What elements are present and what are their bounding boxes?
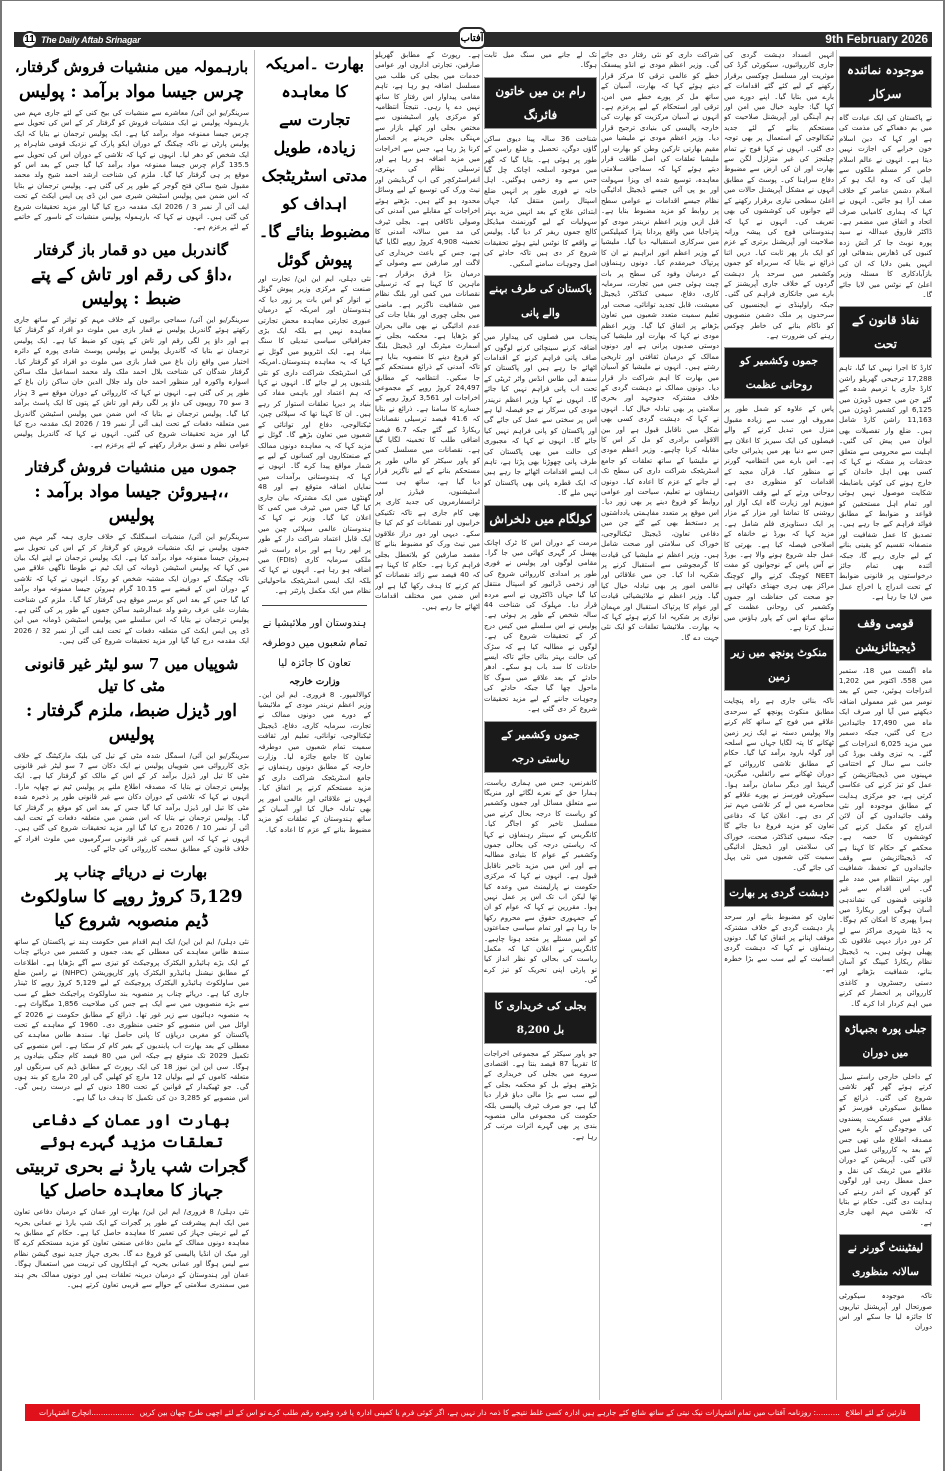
story-body: ناکہ بنائی جاری ہے راہ پنچایت مطابق منکوٹ پونچھ کے سرحدی علاقے میں فوج کے ساتھ کام کرنے والا پولیس دستہ نے ایک زیر زمین ٹھکانے کا پتہ لگایا جہاں سے اسلحہ اور گولہ بارود برآمد کیا گیا۔ حکام کے مطابق تلاشی کارروائی کے دوران ٹھکانے سے رائفلیں، میگزین، گرینیڈ اور دیگر سامان برآمد ہوا۔ سیکورٹی فورسز نے پورے علاقے کو محاصرے میں لے کر تلاشی مہم تیز کر دی ہے۔ اعلان کیا کہ دفاعی تعاون کو مزید فروغ دیا جائے گا جبکہ سیمی کنڈکٹر، صحت، خوراک کی سلامتی اور ڈیجیٹل ادائیگی سمیت کئی شعبوں میں نئی پہل کی جائے گی۔	[724, 697, 834, 872]
story-body: پاس کے علاوہ کو شمل طور پر معروف اور سب سے زیادہ مقبول منزل میں تبدیل کرنے کے والے فیصلوں کی ایک سیریز کا اعلان ہے جس سے دنیا بھر میں پذیرائی جاتی ہے۔ اس بارے میں انتظامیہ گورنر نے منظور کیا۔ قرآن مجید کے اقدامات کو منظوری دی ہے۔ روحانی ورثے کے لیے وقف الاقوامی میوزیم اور زیارت گاہ ایک آواز اور روشنی کا تماشا اور مزار کے مزار پر ایک دستاویزی فلم شامل ہے۔ مزید کہا کہ بورڈ نے خانقاہ کے اصلاحی فیصلہ کیا ہے۔ بھرتی کا عمل جلد شروع ہونے والا ہے۔ بورڈ نے آس پاس کے نوجوانوں کو مفت NEET کوچنگ کرنے والے کوچنگ مراکز بھی ہری جھنڈی دکھائی ہے جو صحت کی حفاظت اور جموں وکشمیر کی روحانی عظمت کے ساتھ ساتھ اس کے پاور ہاؤس میں تبدیل کرتا ہے۔	[724, 405, 834, 632]
story-body: تعاون کو مضبوط بنانے اور سرحد پار دہشت گردی کے خلاف مشترکہ موقف اپنانے پر اتفاق کیا گیا۔ دونوں رہنماؤں نے کہا کہ دہشت گردی انسانیت کے لیے سب سے بڑا خطرہ ہے۔	[724, 913, 834, 974]
column-4	[484, 50, 597, 1400]
column-7	[839, 50, 932, 1400]
story-sawalkote-dam	[14, 861, 249, 1104]
story-headline: جبلی پورہ بجبہاڑہ میں دوران	[839, 1015, 932, 1067]
masthead	[14, 32, 932, 47]
story-india-us-deal	[258, 50, 371, 597]
story-waqf-digitization	[839, 609, 932, 1009]
column-rule	[836, 50, 837, 1400]
story-body: سرینگر/یو این آئی/ سماجی برائیوں کے خلاف مہم کو تواتر کے ساتھ جاری رکھتے ہوئے گاندربل پولیس نے قمار بازی میں ملوث دو افراد کو گرفتار کیا ہے اور داؤ پر لگی رقم اور تاش کے پتوں کو ضبط کیا ہے۔ ایک پولیس ترجمان نے بتایا کہ گاندربل پولیس نے پولیس پوسٹ شادی پورہ کے دائرہ اختیار میں واقع زان باغ میں قمار بازی میں ملوث دو افراد کو گرفتار کیا۔ گرفتار شدگان کی شناخت بلال احمد ملک ولد محمد اسماعیل ملک ساکن اسوارہ واکورہ اور منظور احمد خان ولد جلال الدین خان ساکن زان باغ کے طور پر کی گئی ہے۔ انہوں نے کہا کہ کارروائی کے دوران موقع سے 3 ہزار 3 سو 70 روپیوں کی داؤ پر لگی رقم اور تاش کے پتوں کا ایک پاسٹ برآمد کیا گیا۔ پولیس ترجمان نے بتایا کہ اس ضمن میں پولیس اسٹیشن گاندربل میں متعلقہ دفعات کے تحت ایف آئی آر نمبر 19 / 2026 ایک مقدمہ درج کیا گیا اور مزید تحقیقات شروع کی گئیں۔ انہوں نے کہا کہ گاندربل پولیس عوامی نظم و نسق برقرار رکھنے کے لئے پرعزم ہے۔	[14, 315, 249, 449]
story-body: نئی دہلی/ ایم این این/ ایک اہم اقدام میں حکومت ہند نے پاکستان کے ساتھ سندھ طاس معاہدے کی معطلی کے بعد، جموں و کشمیر میں دریائے چناب کے ایک بڑے ہائیڈرو الیکٹرک پروجیکٹ کو تیزی سے آگے بڑھایا ہے۔ اطلاعات کے مطابق نیشنل ہائیڈرو الیکٹرک پاور کارپوریشن (NHPC) نے رامبن ضلع میں ساولکوٹ ہائیڈرو الیکٹرک پروجیکٹ کے لیے 5,129 کروڑ روپے کا ٹینڈر جاری کیا ہے۔ دریائے چناب پر منصوبہ بند ساولکوٹ پراجیکٹ خطے کے سب سے بڑے منصوبوں میں سے ایک ہے جس کی صلاحیت 1,856 میگاواٹ ہے۔ یہ منصوبہ دہائیوں سے زیر غور تھا۔ ذرائع کے مطابق حکومت نے 2026 کے اوائل میں اس منصوبے کو حتمی منظوری دی۔ 1960 کے معاہدے کے تحت پاکستان کو مغربی دریاؤں کا پانی حاصل تھا۔ سندھ طاس معاہدے کی معطلی کے بعد بھارت اب پابندیوں کے بغیر کام کر سکتا ہے۔ اس منصوبے کی تکمیل 2029 تک متوقع ہے جبکہ اس میں 80 فیصد کام جنگی بنیادوں پر ہوگا۔ سی این این نیوز 18 کی ایک رپورٹ کے مطابق ڈیم کی سرنگوں اور متعلقہ کاموں کے لیے بولیاں 12 مارچ کو کھلیں گی اور 20 مارچ کو بند ہوں گی۔ جو ٹھیکیدار کے قوانین کے تحت 180 دنوں کے لیے درست رہیں گی۔ اس منصوبے کو 3,285 دن کی تکمیل کا ہدف دیا گیا ہے۔	[14, 937, 249, 1102]
story-body: پنجاب میں فصلوں کی پیداوار میں اضافہ کرنے سینچائی کرنے لوگوں کو صاف پانی فراہم کرنے کے اقدامات اٹھائے جا رہے ہیں اور پاکستان کو سندھ آبی طاس انڈس واٹر ٹریٹی کے تحت اب پانی فراہم نہیں کیا جائے گا۔ انہوں نے کہا وزیر اعظم نریندر مودی کی سرکار نے جو فیصلہ لیا ہے اس پر سختی سے عمل کی جائے گی اور پاکستان کو پانی فراہم نہیں کیا جائے گا۔ انہوں نے کہا کہ مجبوری کی حالت میں بھی پاکستان کی طرف پانی چھوڑنا بھی پڑتا ہے، تاہم اب ایسے اقدامات اٹھائے جا رہے ہیں کہ ایک قطرہ پانی بھی پاکستان کو نہیں ملے گا۔	[484, 333, 597, 498]
story-body: تاکہ موجودہ سیکورٹی صورتحال اور آپریشنل تیاریوں کا جائزہ لیا جا سکے اور اس دوران	[839, 1292, 932, 1332]
story-headline: کولگام میں دلخراش	[484, 505, 597, 533]
story-body: ہے۔ رپورٹ کے مطابق گھریلو صارفین، تجارتی اداروں اور عوامی خدمات میں بجلی کی طلب میں مسلسل اضافہ ہو رہا ہے، تاہم مقامی پیداوار اس رفتار کا ساتھ نہیں دے پا رہی۔ نتیجتاً انتظامیہ کو مرکزی پاور اسٹیشنوں سے مختص بجلی اور کھلے بازار سے مہنگی بجلی خریدنے پر انحصار کرنا پڑ رہا ہے، جس سے اخراجات میں مزید اضافہ ہو رہا ہے اور ترسیلی نظام کی بہتری، انفراسٹرکچر کی اپ گریڈیشن اور نیٹ ورک کی توسیع کے لیے وسائل محدود ہو گئے ہیں۔ بڑھتے ہوئے اخراجات کے مقابلے میں آمدنی کی وصولی ناکافی ہے۔ بجلی ٹیرف کی مد میں سالانہ آمدنی کا تخمینہ 4,908 کروڑ روپے لگایا گیا ہے، جس کے باعث خریداری کی لاگت اور صارفین سے وصولی کے درمیان بڑا فرق برقرار ہے۔ ماہرین کا کہنا ہے کہ ترسیلی نقصانات میں کمی اور بلنگ نظام میں شفافیت ناگزیر ہے۔ ماضی میں بجلی چوری اور بقایا جات کی عدم ادائیگی نے بھی مالی بحران کو بڑھایا ہے۔ محکمہ بجلی نے اسمارٹ میٹرنگ اور ڈیجیٹل بلنگ کو فروغ دینے کا منصوبہ بنایا ہے تاکہ آمدنی کے ذرائع مستحکم کیے جا سکیں۔ انتظامیہ کے مطابق 24,497 کروڑ روپے کے مجموعی اخراجات اور 3,561 کروڑ روپے کے خسارے کا سامنا ہے۔ ذرائع نے بتایا کہ 41.6 فیصد ترسیلی نقصانات ریکارڈ کیے گئے جبکہ 6.7 فیصد اضافی طلب کا تخمینہ لگایا گیا ہے۔ نقصانات میں مسلسل کمی کو پاور سیکٹر کو مالی طور پر مستحکم بنانے کے لیے ناگزیر قرار دیا گیا ہے، ساتھ ہی سب اسٹیشنوں، فیڈرز اور ٹرانسفارمروں کی جدید کاری پر بھی کام جاری ہے تاکہ تکنیکی خرابیوں اور نقصانات کو کم کیا جا سکے۔ دیہی اور دور دراز علاقوں میں نیٹ ورک کو مضبوط بنانے کا مقصد صارفین کو بلاتعطل بجلی فراہم کرنا ہے۔ حکام کا کہنا ہے کہ 40 فیصد سے زائد نقصانات کو کم کرنے کا ہدف رکھا گیا ہے اور اس ضمن میں مختلف اقدامات اٹھائے جا رہے ہیں۔	[375, 51, 480, 611]
story-body: سرینگر/یو این آئی/ اسمگل شدہ مٹی کے تیل کی بلیک مارکیٹنگ کے خلاف بڑی کارروائی میں شوپیاں پولیس نے ایک دکان سے 7 سو لیٹر غیر قانونی مٹی کا تیل اور ڈیزل برآمد کر کے اس کے مالک کو گرفتار کیا ہے۔ ایک پولیس ترجمان نے بتایا کہ مصدقہ اطلاع ملنے پر پولیس ٹیم نے چھاپہ مارا۔ انہوں نے کہا کہ تلاشی کے دوران دکان سے غیر قانونی طور پر ذخیرہ شدہ مٹی کا تیل اور ڈیزل برآمد کیا گیا جس کے بعد اس کو موقع پر گرفتار کیا گیا۔ پولیس ترجمان نے بتایا کہ اس ضمن میں متعلقہ دفعات کے تحت ایف آئی آر نمبر 10 / 2026 درج کیا گیا اور مزید تحقیقات شروع کی گئی ہیں۔ انہوں نے کہا کہ اس قسم کی غیر قانونی سرگرمیوں میں ملوث افراد کے خلاف قانون کے مطابق سخت کارروائی کی جائے گی۔	[14, 751, 249, 854]
story-headline: دہشت گردی پر بھارت	[724, 879, 834, 907]
story-headline: منکوٹ پونچھ میں زیر زمین	[724, 639, 834, 691]
story-headline: ہندوستان اور ملائیشیا نے تمام شعبوں میں دوطرفہ تعاون کا جائزہ لیا	[261, 617, 368, 669]
story-headline: لیفٹیننٹ گورنر نے سالانہ منظوری	[839, 1234, 932, 1286]
notice-text: ..........: روزنامہ آفتاب میں تمام اشتہارات نیک نیتی کے ساتھ شائع کئے جارہے ہیں ادارہ کسی غلط نتیجے کا ذمہ دار نہیں ہے، اگر کوئی فرم یا کمپنی ادارہ یا فرد وغیرہ رقم طلب کرے تو اس کے لئے اچھی طرح چھان بین کریں	[139, 1408, 840, 1417]
story-ganderbal-gamblers	[14, 239, 249, 450]
story-ramban-firing	[484, 77, 597, 269]
story-subhead: ،،ہیروئن جیسا مواد برآمد : پولیس	[34, 482, 229, 527]
story-headline: پاکستان کی طرف بہنے والے پانی	[484, 275, 597, 327]
story-headline: قومی وقف ڈیجیٹائزیشن	[839, 609, 932, 661]
story-body: سرینگر/یو این آئی/ منشیات اسمگلنگ کے خلاف جاری ہمہ گیر مہم میں جموں پولیس نے ایک منشیات فروش کو گرفتار کر کے اس کی تحویل سے ہیروئن جیسا ممنوعہ مواد برآمد کیا ہے۔ ایک پولیس ترجمان نے اپنے ایک بیان میں کہا کہ پولیس اسٹیشن ڈومانہ کی ایک ٹیم نے طوطا ناگھی علاقے میں ناکہ چیکنگ کے دوران ایک مشتبہ شخص کو روکا۔ انہوں نے کہا کہ تلاشی کے دوران اس کے قبضے سے 10.15 گرام ہیروئن جیسا ممنوعہ مواد برآمد کیا گیا جس کے بعد اس کو برسر موقع ہی گرفتار کیا گیا۔ ملزم کی شناخت بشارت علی عرف رشو ولد عبدالرشید ساکن جموں کے طور پر کی گئی ہے۔ پولیس ترجمان نے بتایا کہ اس سلسلے میں پولیس اسٹیشن ڈومانہ میں این ڈی پی ایس ایکٹ کی متعلقہ دفعات کے تحت ایف آئی آر نمبر 32 / 2026 ایک مقدمہ درج کیا گیا اور مزید تحقیقات شروع کی گئی ہیں۔	[14, 533, 249, 646]
column-5	[601, 50, 719, 1400]
column-6	[724, 50, 834, 1400]
story-body: نئی دہلی/ 8 فروری/ ایم این این/ بھارت اور عمان کے درمیان دفاعی تعاون میں ایک اہم پیشرفت کے طور پر گجرات کے ایک شپ یارڈ نے عمانی بحریہ کے لیے تربیتی جہاز کی تعمیر کا معاہدہ حاصل کیا ہے۔ حکام کے مطابق یہ معاہدہ دونوں ممالک کے مابین دفاعی صنعتی تعاون کو مزید مستحکم کرے گا اور میک ان انڈیا پالیسی کو فروغ دے گا۔ بحری جہاز جدید نیوی گیشن نظام سے لیس ہوگا اور عمانی بحریہ کے اہلکاروں کی تربیت میں استعمال ہوگا۔ عمان اور ہندوستان کے درمیان دیرینہ تعلقات ہیں اور دونوں ممالک بحرِ ہند میں سمندری سلامتی کے حوالے سے قریبی تعاون کرتے ہیں۔	[14, 1208, 249, 1290]
story-body: شناخت 36 سالہ پینا دیوی ساکن گاؤں دوگن، تحصیل و ضلع رامبن کے طور پر ہوئی ہے۔ بتایا گیا کہ گھر میں موجود اسلحہ اچانک چل گیا جس سے وہ زخمی ہوگئیں۔ اہل خانہ نے فوری طور پر انہیں ضلع اسپتال رامبن منتقل کیا، جہاں ابتدائی علاج کے بعد انہیں مزید بہتر سہولیات کے لیے گورنمنٹ میڈیکل کالج جموں ریفر کر دیا گیا۔ پولیس نے واقعے کا نوٹس لیتے ہوئے تحقیقات شروع کر دی ہیں تاکہ حادثے کی اصل وجوہات سامنے آسکیں۔	[484, 134, 597, 268]
column-rule	[482, 50, 483, 1400]
story-headline: بھارت اور عمان کے دفاعی تعلقات مزید گہرے ہوئے	[33, 1111, 230, 1152]
story-spiritual-grandeur	[724, 347, 834, 633]
readers-notice-banner	[25, 1404, 920, 1421]
story-baramulla-drug-peddler	[14, 56, 249, 233]
story-headline: موجودہ نمائندہ سرکار	[839, 56, 932, 108]
story-mankote-poonch	[724, 639, 834, 873]
story-india-oman-defence	[14, 1109, 249, 1290]
story-body: مرمت کے دوران اس کا ٹرک اچانک پھسل کر گہری کھائی میں جا گرا۔ مقامی لوگوں اور پولیس نے فوری طور پر امدادی کارروائی شروع کی اور زخمی ڈرائیور کو اسپتال منتقل کیا گیا جہاں ڈاکٹروں نے اسے مردہ قرار دیا۔ مہلوک کی شناخت 44 سالہ شخص کے طور پر ہوئی ہے۔ پولیس نے اس سلسلے میں کیس درج کر کے تحقیقات شروع کی ہے۔ لوگوں نے مطالبہ کیا ہے کہ سڑک کی حالت بہتر بنائی جائے تاکہ ایسے حادثات کا سد باب ہو سکے۔ ادھر حادثے کے بعد علاقے میں سوگ کا ماحول چھا گیا جبکہ حادثے کی وجوہات جاننے کے لیے مزید تحقیقات شروع کر دی گئی ہے۔	[484, 538, 597, 714]
story-body: کوالالمپور۔ 8 فروری۔ ایم این این۔ وزیر اعظم نریندر مودی کے ملائیشیا کے دورے میں دونوں ممالک نے تجارت، سرمایہ کاری، دفاع، ڈیجیٹل ٹیکنالوجی، توانائی، تعلیم اور ثقافت سمیت تمام شعبوں میں دوطرفہ تعاون کا جامع جائزہ لیا۔ وزارت خارجہ کے مطابق دونوں رہنماؤں نے جامع اسٹریٹجک شراکت داری کو مزید مستحکم کرنے پر اتفاق کیا۔ انہوں نے علاقائی اور عالمی امور پر بھی تبادلہ خیال کیا اور آسیان کے ساتھ ہندوستان کے تعلقات کو مزید مضبوط بنانے کے عزم کا اعادہ کیا۔	[258, 690, 371, 834]
story-divider	[262, 605, 367, 606]
column-rule	[254, 50, 255, 1400]
story-headline: جموں وکشمیر کے ریاستی درجہ	[484, 721, 597, 773]
story-headline: بارہمولہ میں منشیات فروش گرفتار،	[14, 58, 249, 76]
story-kulgam-tragedy	[484, 505, 597, 715]
notice-signature: ..................انچارج اشتہارات	[39, 1408, 135, 1417]
story-headline: گاندربل میں دو قمار باز گرفتار	[34, 240, 229, 259]
story-body: نئی دہلی، ایم این این/ تجارت اور صنعت کے مرکزی وزیر پیوش گوئل نے اتوار کو اس بات پر زور دیا کہ ہندوستان اور امریکہ کے درمیان عبوری تجارتی معاہدہ محض تجارتی معاہدہ نہیں ہے بلکہ ایک بڑی جغرافیائی سیاسی تبدیلی کا سنگ بنیاد ہے۔ ایک انٹرویو میں گوئل نے کہا کہ یہ معاہدہ ہندوستان۔امریکہ کی اسٹریٹجک شراکت داری کو نئی بلندیوں پر لے جائے گا۔ انہوں نے کہا کہ ہم اعتماد اور باہمی مفاد کی بنیاد پر دیرپا تعلقات استوار کر رہے ہیں۔ ان کا کہنا تھا کہ سپلائی چین، ٹیکنالوجی، دفاع اور توانائی کے شعبوں میں تعاون بڑھے گا۔ گوئل نے مزید کہا کہ یہ معاہدہ دونوں ممالک کے صنعتکاروں اور کسانوں کے لیے بے شمار مواقع پیدا کرے گا۔ انہوں نے کہا کہ ہندوستانی برآمدات میں نمایاں اضافہ متوقع ہے اور 48 گھنٹوں میں ایک مشترکہ بیان جاری کیا گیا جس میں ٹیرف میں کمی کا اعلان کیا گیا۔ وزیر نے کہا کہ ہندوستان عالمی سپلائی چین میں ایک قابل اعتماد شراکت دار کے طور پر ابھر رہا ہے اور براہ راست غیر ملکی سرمایہ کاری (FDIs) میں اضافہ ہو رہا ہے۔ انہوں نے کہا کہ بلکہ ایک ایسی اسٹریٹجک ماحولیاتی نظام میں ایک مکمل پارٹنر ہے۔	[258, 275, 371, 596]
story-power-purchase-bill	[484, 992, 597, 1143]
story-shopian-kerosene	[14, 653, 249, 855]
story-body: سرینگر/یو این آئی/ معاشرے سے منشیات کی بیخ کنی کے لئے جاری مہم میں بارہمولہ پولیس نے ایک منشیات فروش کو گرفتار کر کے اس کی تحویل سے چرس جیسا ممنوعہ مواد برآمد کیا ہے۔ ایک پولیس ترجمان نے بتایا کہ ایک پولیس پارٹی نے ناکہ چیکنگ کے دوران ایکو پارک کے نزدیک قومی شاہراہ پر ایک شخص کو دھر لیا۔ انہوں نے کہا کہ تلاشی کے دوران اس کی تحویل سے 135.5 گرام چرس جیسا ممنوعہ مواد برآمد کیا گیا جس کے بعد اس کو موقع پر ہی گرفتار کیا گیا۔ ملزم کی شناخت ارشد احمد شیخ ولد محمد مقبول شیخ ساکن فتح گوجر کے طور پر کی گئی ہے۔ پولیس ترجمان نے بتایا کہ اس ضمن میں پولیس اسٹیشن شیری میں این ڈی پی ایس ایکٹ کے تحت ایف آئی آر نمبر 3 / 2026 ایک مقدمہ درج کیا گیا اور مزید تحقیقات شروع کی گئی ہیں۔ انہوں نے کہا کہ بارہمولہ پولیس منشیات کے ناسور کے خاتمے کے لئے پرعزم ہے۔	[14, 109, 249, 232]
story-headline: بجلی کی خریداری کا بل 8,200	[484, 992, 597, 1044]
story-body: ماہ اگست میں 18، ستمبر میں 558، اکتوبر میں 1,202 اندراجات ہوئیں، جس کے بعد نومبر میں غیر معمولی اضافہ دیکھنے میں آیا اور صرف ایک ماہ میں 17,490 جائیدادیں درج کی گئیں، جبکہ دسمبر میں مزید 6,025 اندراجات کیے گئے۔ یہ تیزی وقف بورڈ کی جانب سے سال کے اختتامی مہینوں میں ڈیجیٹائزیشن کے عمل کو تیز کرنے کی عکاسی کرتی ہے، جو مرکزی ہدایت کے مطابق موجودہ اور نئی وقف جائیدادوں کے آن لائن اندراج کو مکمل کرنے کی کوششوں کا حصہ ہے۔ محکمے کے حکام کا کہنا ہے کہ ڈیجیٹائزیشن سے وقف جائیدادوں کے تحفظ، شفافیت اور بہتر انتظام میں مدد ملے گی۔ اس اقدام سے غیر قانونی قبضوں کی نشاندہی آسان ہوگی اور ریکارڈ میں ہیرا پھیری کا امکان کم ہوگا۔ یہ ڈیٹا شہری مراکز سے لے کر دور دراز دیہی علاقوں تک پھیلی ہوئی ہیں۔ یہ ڈیجیٹل نظام ریکارڈ کیپنگ کو آسان بنانے، شفافیت بڑھانے اور دستی رجسٹروں و کاغذی کارروائی پر انحصار کم کرنے میں اہم کردار ادا کرے گا۔	[839, 666, 932, 1008]
story-headline: جموں میں منشیات فروش گرفتار	[26, 458, 237, 477]
story-subhead: 5,129 کروڑ روپے کا ساولکوٹ ڈیم منصوبہ شروع کیا	[20, 886, 243, 931]
column-rule	[373, 50, 374, 1400]
story-lg-approval	[839, 1234, 932, 1333]
story-law-enforcement	[839, 306, 932, 602]
column-rule	[721, 50, 722, 1400]
story-body: تک لے جانے میں سنگ میل ثابت ہوگا۔	[484, 51, 597, 70]
story-headline: شوپیاں میں 7 سو لیٹر غیر قانونی مٹی کا تیل	[24, 654, 239, 695]
story-jablipora	[839, 1015, 932, 1228]
story-body: کے داخلی خارجی راستے سیل کرتے ہوئے گھر گھر تلاشی شروع کی گئی۔ ذرائع کے مطابق سیکورٹی فورسز کو علاقے میں عسکریت پسندوں کی موجودگی کے بارے میں مصدقہ اطلاع ملی تھی جس کے بعد یہ کارروائی عمل میں لائی گئی۔ آپریشن کے دوران علاقے میں ٹریفک کی نقل و حمل معطل رہی اور لوگوں کو گھروں کے اندر رہنے کی ہدایت دی گئی۔ حکام نے بتایا کہ تلاشی مہم ابھی جاری ہے۔	[839, 1073, 932, 1227]
paper-name: The Daily Aftab Srinagar	[41, 34, 141, 45]
story-headline: رام بن میں خاتون فائرنگ	[484, 77, 597, 129]
story-body: کارڈ کا اجرا نہیں کیا گیا، تاہم 17,288 ترجیحی گھریلو راشن کارڈ جاری یا ترمیم شدہ کیے گئے جن میں جموں ڈویژن میں 6,125 اور کشمیر ڈویژن میں 11,163 راشن کارڈ شامل ہیں۔ ضلع وار تفصیلات بھی ایوان میں پیش کی گئیں۔ اہلیت سے محرومی سے متعلق خدشات پر مشکہ نے کہا کہ کسی بھی اہل خاندان کے خارج ہونے کی کوئی باضابطہ شکایت موصول نہیں ہوئی اور تمام اہل مستحقین کو قواعد و ضوابط کے مطابق فوائد فراہم کیے جا رہے ہیں۔ تصدیق کا عمل شفافیت اور منصفانہ تقسیم کو یقینی بنانے کے لیے جاری رہے گا، جبکہ آئندہ بھی تمام جائز درخواستوں پر قانونی ضوابط کے تحت اندراج یا اخراج عمل میں لایا جا رہا ہے۔	[839, 364, 932, 602]
notice-title: قارئین کے لئے اطلاع	[845, 1408, 906, 1417]
page-number: 11	[21, 31, 38, 48]
story-headline: نفاذ قانون کے تحت	[839, 306, 932, 358]
story-headline: جموں وکشمیر کو روحانی عظمت	[724, 347, 834, 399]
column-3	[375, 50, 480, 1400]
story-body: شراکت داری کو نئی رفتار دی جائے گی۔ وزیر اعظم مودی نے انڈو پیسفک خطے کو عالمی ترقی کا مرکز قرار دیتے ہوئے کہا کہ بھارت، آسیان کے ساتھ مل کر پورے خطے میں امن، ترقی اور استحکام کے لیے پرعزم ہے۔ انہوں نے آسیان مرکزیت کو بھارت کی خارجہ پالیسی کی بنیادی ترجیح قرار دیا۔ وزیر اعظم مودی نے ملیشیا میں مقیم بھارتی تارکین وطن کو بھارت اور ملیشیا تعلقات کی اصل طاقت قرار دیتے ہوئے کہا کہ سماجی سلامتی معاہدہ، توسیع شدہ ای ویزا سہولت اور یو پی آئی جیسے ڈیجیٹل ادائیگی نظام جیسے اقدامات نے عوامی سطح پر روابط کو مزید مضبوط بنایا ہے۔ قبل ازیں وزیر اعظم نریندر مودی کو پتراجایا میں واقع پردانا پترا کمپلیکس میں سرکاری استقبالیہ دیا گیا۔ ملیشیا کے وزیر اعظم انور ابراہیم نے ان کا پرتپاک خیرمقدم کیا۔ دونوں رہنماؤں کے درمیان وفود کی سطح پر بات چیت ہوئی جس میں تجارت، سرمایہ کاری، دفاع، سیمی کنڈکٹر، ڈیجیٹل معیشت، قابل تجدید توانائی، صحت اور تعلیم سمیت متعدد شعبوں میں تعاون بڑھانے پر اتفاق کیا گیا۔ وزیر اعظم مودی نے کہا کہ بھارت اور ملیشیا کی دوستی صدیوں پرانی ہے اور دونوں ممالک کے درمیان ثقافتی اور تاریخی رشتے ہیں۔ انہوں نے ملیشیا کو آسیان میں بھارت کا اہم شراکت دار قرار دیا۔ دونوں ممالک نے دہشت گردی کے خلاف مشترکہ جدوجہد اور بحری سلامتی پر بھی تبادلہ خیال کیا۔ انہوں نے کہا کہ دہشت گردی کسی بھی شکل میں ناقابل قبول ہے اور بین الاقوامی برادری کو مل کر اس کا مقابلہ کرنا چاہیے۔ وزیر اعظم مودی نے ملیشیا کے ساتھ تعلقات کو جامع اسٹریٹجک شراکت داری کی سطح تک لے جانے کے عزم کا اعادہ کیا۔ دونوں رہنماؤں نے تعلیم، سیاحت اور عوامی روابط کو فروغ دینے پر بھی زور دیا۔ اس موقع پر متعدد مفاہمتی یادداشتوں پر دستخط بھی کیے گئے جن میں دفاعی تعاون، ڈیجیٹل ٹیکنالوجی، خوراک کی سلامتی اور صحت شامل ہیں۔ وزیر اعظم نے ملیشیا کی قیادت کا گرمجوشی سے استقبال کرنے پر شکریہ ادا کیا۔ جن میں علاقائی اور عالمی امور پر بھی تبادلہ خیال کیا گیا۔ وزیر اعظم نے ملائیشیائی قیادت اور عوام کا پرتپاک استقبال اور مہمان نوازی پر شکریہ ادا کرتے ہوئے کہا کہ یہ بھارت۔ ملائیشیا تعلقات کو ایک نئی جہت دے گا۔	[601, 51, 719, 642]
newspaper-logo: آفتاب	[458, 27, 486, 49]
story-body: جو پاور سیکٹر کے مجموعی اخراجات کا تقریباً 87 فیصد بنتا ہے۔ اقتصادی سروے میں بجلی کی خریداری کے بڑھتے ہوئے بل کو محکمہ بجلی کے لیے سب سے بڑا مالی دباؤ قرار دیا گیا ہے، جو صرف ٹیرف پالیسی بلکہ حکومت کی مجموعی مالی منصوبہ بندی پر بھی گہرے اثرات مرتب کر رہا ہے۔	[484, 1049, 597, 1141]
issue-date: 9th February 2026	[825, 32, 928, 46]
story-headline: بھارت نے دریائے چناب پر	[55, 862, 208, 881]
story-body: نے پاکستان کی ایک عبادت گاہ میں بم دھماکے کی مذمت کی ہے اور کہا کہ دین اسلام خون خرابے کی اجازت نہیں دیتا ہے۔ انہوں نے عالم اسلام خاص کر مسلم ملکوں سے اپیل کی کہ وہ ایک ہو کر اسلام دشمن عناصر کے خلاف صف آرا ہو جائیں۔ انہوں نے کہا کہ ہماری کامیابی صرف اتحاد و اتفاق میں مضمر ہے۔ ڈاکٹر فاروق عبداللہ نے سید پورہ نوبٹ جا کر آتش زدہ کنبوں کی ڈھارس بندھائی اور انہیں یقین دلایا کہ ان کی بازآبادکاری کا مسئلہ وزیر اعلیٰ کے نوٹس میں لایا جائے گا۔	[839, 114, 932, 299]
story-body: انہیں انسداد دہشت گردی کی جاری کارروائیوں، سیکورٹی گرڈ کی موثریت اور مسلسل چوکسی برقرار رکھنے کے لیے کئے گئے اقدامات کے بارے میں بتایا گیا۔ اپنے دورے میں کہا گیا: جاوید خیال میں امن اور ہم آہنگی اور آپریشنل صلاحیت کو مستحکم بنانے کے لئے جدید ٹیکنالوجی کے استعمال پر بھی توجہ دی گئی۔ انہوں نے کہا فوج نے تمام چیلنجز کی غیر متزلزل لگن سے بھارت اور ان کی ارض سے مضبوط دفاع سراہنا کی۔ پوسٹ کے مطابق انہوں نے مشکل آپریشنل حالات میں اعلیٰ سطحی تیاری برقرار رکھنے کے لئے جوانوں کی کوششوں کی بھی تعریف کی۔ انہوں نے کہا کہ ہندوستانی فوج کی پیشہ ورانہ صلاحیت اور آپریشنل برتری کے عزم کو ایک بار پھر ثابت کیا۔ دریں اثنا ذرائع نے بتایا کہ سربراہ کو جموں وکشمیر میں سرحد پار دہشت گردوں کے خلاف جاری آپریشنز کے بارے میں جانکاری فراہم کی گئی۔ جبکہ راولپنڈی نے ایجنسیوں کی سرحدوں پر ملک دشمن منصوبوں کو ناکام بنانے کی خاطر چوکس رہنے کی ضرورت ہے۔	[724, 51, 834, 340]
newspaper-page	[14, 50, 932, 1400]
story-current-government	[839, 56, 932, 300]
story-terrorism-india	[724, 879, 834, 974]
column-1	[14, 50, 249, 1400]
story-jammu-drug-peddler	[14, 456, 249, 646]
story-subhead: ،داؤ کی رقم اور تاش کے پتے ضبط : پولیس	[30, 264, 233, 309]
story-india-malaysia	[258, 614, 371, 836]
story-jk-statehood	[484, 721, 597, 986]
story-byline: وزارت خارجہ	[289, 676, 340, 687]
story-subhead: گجرات شپ یارڈ نے بحری تربیتی جہاز کا معاہدہ حاصل کیا	[15, 1157, 248, 1202]
column-2	[258, 50, 371, 1400]
story-headline: بھارت ۔امریکہ کا معاہدہ تجارت سے زیادہ، طویل مدتی اسٹریٹجک اہداف کو مضبوط بنائے گا۔ پیوش گوئل	[258, 54, 371, 269]
column-rule	[599, 50, 600, 1400]
story-water-to-pakistan	[484, 275, 597, 499]
story-subhead: اور ڈیزل ضبط، ملزم گرفتار : پولیس	[26, 700, 237, 745]
story-body: کانفرنس، جس میں ہماری ریاست، ہمارا حق کے نعرے لگائے اور منریگا سے متعلق مسائل اور جموں وکشمیر کو ریاست کا درجہ بحال کرنے میں مسلسل تاخیر کو اجاگر کیا۔ کانگریس کے سینئر رہنماؤں نے کہا کہ ریاستی درجہ کی بحالی جموں وکشمیر کے عوام کا بنیادی مطالبہ ہے اور اس میں مزید تاخیر ناقابل قبول ہے۔ انہوں نے کہا کہ مرکزی حکومت نے پارلیمنٹ میں وعدہ کیا تھا لیکن اب تک اس پر عمل نہیں ہوا۔ مقررین نے کہا کہ عوام کو ان کے جمہوری حقوق سے محروم رکھا جا رہا ہے اور تمام سیاسی جماعتوں کو اس مسئلے پر متحد ہونا چاہیے۔ کانگریس نے اعلان کیا کہ مکمل ریاست کی بحالی کو نظر انداز کیا تو پارٹی اپنی تحریک کو تیز کرے گی۔	[484, 778, 597, 985]
story-subhead: چرس جیسا مواد برآمد : پولیس	[18, 82, 245, 102]
